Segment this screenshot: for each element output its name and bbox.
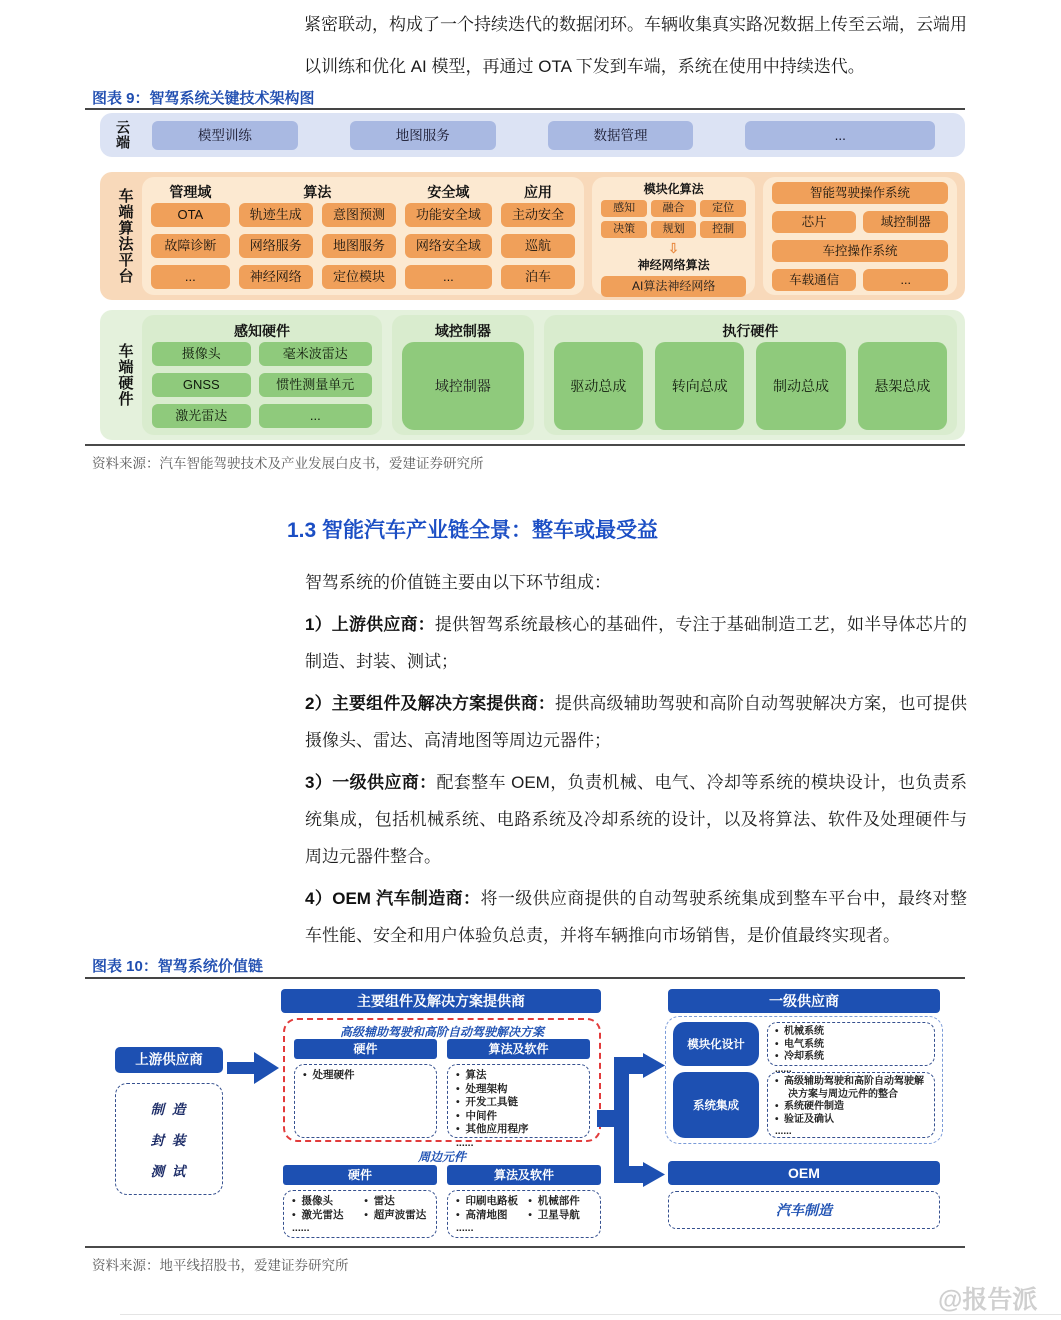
paragraph-2-lead: 2）主要组件及解决方案提供商： [305,694,556,713]
algo-item: 意图预测 [322,203,396,227]
paragraph-4-lead: 4）OEM 汽车制造商： [305,889,481,908]
domain-controller-box: 域控制器 [863,211,948,233]
figure10-diagram [85,985,975,1245]
algo-item: 定位模块 [322,265,396,289]
modular-algo-header: 模块化算法 [643,182,704,196]
actuation-header: 执行硬件 [722,323,779,339]
perception-item: 惯性测量单元 [259,373,372,397]
oem-header: OEM [668,1161,940,1185]
perception-item: 毫米波雷达 [259,342,372,366]
algo-item: 网络服务 [239,234,313,258]
modular-algo-panel [592,177,754,295]
perception-item: GNSS [152,373,251,397]
actuation-item: 转向总成 [655,342,744,430]
periph-hw-item: • 雷达 [364,1195,395,1207]
actuation-item: 悬架总成 [858,342,947,430]
paragraph-3 [305,764,967,875]
cloud-row-label: 云端 [115,120,131,150]
paragraph-3-text: 配套整车 OEM，负责机械、电气、冷却等系统的模块设计，也负责系统集成，包括机械系统、电路系统及冷却系统的设计，以及将算法、软件及处理硬件与周边元器件整合。 [305,773,967,866]
periph-hw-item: • 激光雷达 [292,1208,344,1221]
modular-chips [601,200,745,238]
solution-hw-item: • 处理硬件 [303,1069,355,1081]
perception-item: ... [259,404,372,428]
solution-title: 高级辅助驾驶和高阶自动驾驶解决方案 [339,1025,544,1039]
periph-columns [283,1165,601,1238]
periph-hw-item: • 摄像头 [292,1195,334,1207]
os-row-4 [772,269,948,291]
algo-header: 算法 [303,184,332,200]
os-row-3: 车控操作系统 [772,240,948,262]
periph-hw-header: 硬件 [283,1165,437,1185]
algo-item: 神经网络 [239,265,313,289]
perception-panel [142,315,382,435]
app-item: 巡航 [501,234,576,258]
system-integration-label: 系统集成 [673,1072,759,1138]
solution-hw-list [294,1064,437,1138]
nn-algo-box: AI算法神经网络 [601,276,745,297]
paragraph-1-text: 提供智驾系统最核心的基础件，专注于基础制造工艺，如半导体芯片的制造、封装、测试； [305,615,967,671]
periph-sw-column [447,1165,601,1238]
modular-chip: 规划 [651,221,697,238]
section-heading: 1.3 智能汽车产业链全景：整车或最受益 [287,519,659,542]
periph-sw-list [447,1190,601,1238]
solution-hw-column [294,1039,437,1138]
safety-column [405,182,492,290]
app-items [501,203,576,289]
tier1-modular-item: • 机械系统 [775,1026,825,1037]
tier1-row-modular [673,1022,935,1075]
modular-chip: 控制 [700,221,746,238]
tier1-integration-list [767,1072,935,1138]
cloud-items [138,121,957,150]
solution-sw-column [447,1039,590,1149]
platform-row-label: 车端算法平台 [116,188,134,284]
actuation-panel [544,315,957,435]
modular-chip: 融合 [651,200,697,217]
admin-item: ... [151,265,230,289]
cloud-item: ... [745,121,935,150]
main-provider-header: 主要组件及解决方案提供商 [281,989,601,1013]
admin-column [151,182,230,290]
admin-header: 管理域 [169,184,212,200]
watermark: @报告派 [938,1286,1038,1314]
domain-controller-header: 域控制器 [434,323,491,339]
upstream-item: 制 造 [150,1101,188,1117]
tier1-modular-list [767,1022,935,1075]
cloud-item: 数据管理 [548,121,694,150]
domain-controller-big-box: 域控制器 [402,342,524,430]
tier1-row-integration [673,1072,935,1138]
safety-item: 功能安全域 [405,203,492,227]
figure10-bottom-rule [85,1246,965,1248]
tier1-integration-item: • 高级辅助驾驶和高阶自动驾驶解决方案与周边元件的整合 [775,1076,925,1100]
periph-hw-column [283,1165,437,1238]
solution-box [283,1018,601,1149]
admin-item: 故障诊断 [151,234,230,258]
solution-sw-item: • 处理架构 [456,1082,508,1095]
safety-header: 安全域 [427,184,470,200]
telematics-box: 车载通信 [772,269,857,291]
branch-arrows-icon [597,1053,669,1191]
solution-sw-item: • 开发工具链 [456,1096,519,1108]
tier1-integration-item: • 验证及确认 [775,1113,835,1125]
paragraph-2-text: 提供高级辅助驾驶和高阶自动驾驶解决方案，也可提供摄像头、雷达、高清地图等周边元器件； [305,694,967,750]
actuation-item: 制动总成 [756,342,845,430]
admin-item: OTA [151,203,230,227]
algo-item: 地图服务 [322,234,396,258]
figure9-bottom-rule [85,444,965,446]
periph-sw-more: ...... [456,1222,474,1234]
upstream-header: 上游供应商 [115,1047,223,1073]
app-item: 主动安全 [501,203,576,227]
upstream-box [115,1083,223,1195]
tier1-modular-item: • 电气系统 [775,1038,825,1050]
safety-item: 网络安全域 [405,234,492,258]
app-header: 应用 [524,184,553,200]
paragraph-1 [305,606,967,680]
periph-sw-grid [456,1195,592,1222]
oem-box: 汽车制造 [668,1191,940,1229]
os-row-1: 智能驾驶操作系统 [772,182,948,204]
platform-main-panel [142,177,584,295]
upstream-item: 测 试 [150,1164,188,1180]
figure9-title-rule [85,108,965,110]
solution-columns [294,1039,590,1149]
platform-content [142,177,957,295]
paragraph-4 [305,880,967,954]
figure10-source: 资料来源：地平线招股书，爱建证券研究所 [92,1258,349,1273]
perception-item: 摄像头 [152,342,251,366]
page-bottom-hairline [120,1314,1061,1315]
hardware-content [142,315,957,435]
os-more-box: ... [863,269,948,291]
tier1-integration-item: ...... [775,1126,792,1137]
os-panel [763,177,957,295]
tier1-modular-item: ...... [775,1063,792,1075]
figure10-title-rule [85,977,965,979]
app-column [501,182,576,290]
cloud-item: 模型训练 [152,121,298,150]
perception-header: 感知硬件 [234,323,291,339]
algo-items-2 [322,203,396,289]
algo-item: 轨迹生成 [239,203,313,227]
admin-items [151,203,230,289]
figure9-diagram [100,113,965,440]
cloud-item: 地图服务 [350,121,496,150]
periph-hw-item: • 超声波雷达 [364,1208,427,1221]
hardware-row-label: 车端硬件 [116,343,134,407]
perception-item: 激光雷达 [152,404,251,428]
down-arrow-icon: ⇩ [667,240,680,256]
modular-chip: 决策 [601,221,646,238]
periph-hw-more: ...... [292,1222,310,1234]
periph-sw-item: • 卫星导航 [528,1208,580,1221]
periph-sw-item: • 机械部件 [528,1195,580,1207]
app-item: 泊车 [501,265,576,289]
chip-box: 芯片 [772,211,857,233]
cloud-row [100,113,965,157]
tier1-modular-item: • 冷却系统 [775,1051,825,1062]
nn-algo-header: 神经网络算法 [637,258,710,272]
safety-items [405,203,492,289]
hardware-row [100,310,965,440]
intro-paragraph: 紧密联动，构成了一个持续迭代的数据闭环。车辆收集真实路况数据上传至云端，云端用以训练和优化 AI 模型，再通过 OTA 下发到车端，系统在使用中持续迭代。 [304,15,967,76]
domain-controller-panel [392,315,534,435]
modular-chip: 感知 [601,200,646,217]
periph-hw-grid [292,1195,428,1222]
tier1-integration-item: • 系统硬件制造 [775,1101,845,1112]
figure10-title: 图表 10：智驾系统价值链 [92,958,263,975]
solution-sw-item: • 算法 [456,1069,487,1081]
figure9-source: 资料来源：汽车智能驾驶技术及产业发展白皮书，爱建证券研究所 [92,456,484,471]
os-row-2 [772,211,948,233]
solution-sw-item: ...... [456,1136,474,1149]
paragraph-1-lead: 1）上游供应商： [305,615,435,634]
algo-column [239,182,396,290]
modular-chip: 定位 [700,200,746,217]
figure9-title: 图表 9：智驾系统关键技术架构图 [92,90,315,107]
periph-sw-header: 算法及软件 [447,1165,601,1185]
paragraph-3-lead: 3）一级供应商： [305,773,437,792]
solution-sw-item: • 中间件 [456,1109,498,1122]
tier1-header: 一级供应商 [668,989,940,1013]
paragraph-4-text: 将一级供应商提供的自动驾驶系统集成到整车平台中，最终对整车性能、安全和用户体验负总责，并将车辆推向市场销售，是价值最终实现者。 [305,889,968,945]
algo-items-1 [239,203,313,289]
safety-item: ... [405,265,492,289]
modular-design-label: 模块化设计 [673,1022,759,1066]
section-1-3 [287,514,967,959]
tier1-box [665,1016,943,1144]
section-body [305,564,967,954]
actuation-item: 驱动总成 [554,342,643,430]
periph-sw-item: • 高清地图 [456,1208,508,1221]
solution-sw-header: 算法及软件 [447,1039,590,1059]
perception-items [152,342,372,428]
actuation-items [554,342,947,430]
periph-sw-item: • 印刷电路板 [456,1195,519,1207]
upstream-item: 封 装 [150,1132,188,1148]
right-arrow-icon [227,1051,279,1085]
platform-row [100,172,965,300]
section-lede: 智驾系统的价值链主要由以下环节组成： [305,573,611,592]
periph-title: 周边元件 [417,1150,466,1164]
paragraph-2 [305,685,967,759]
solution-sw-list [447,1064,590,1149]
solution-sw-item: • 其他应用程序 [456,1123,529,1135]
solution-hw-header: 硬件 [294,1039,437,1059]
periph-hw-list [283,1190,437,1238]
algo-subcolumns [239,203,396,289]
